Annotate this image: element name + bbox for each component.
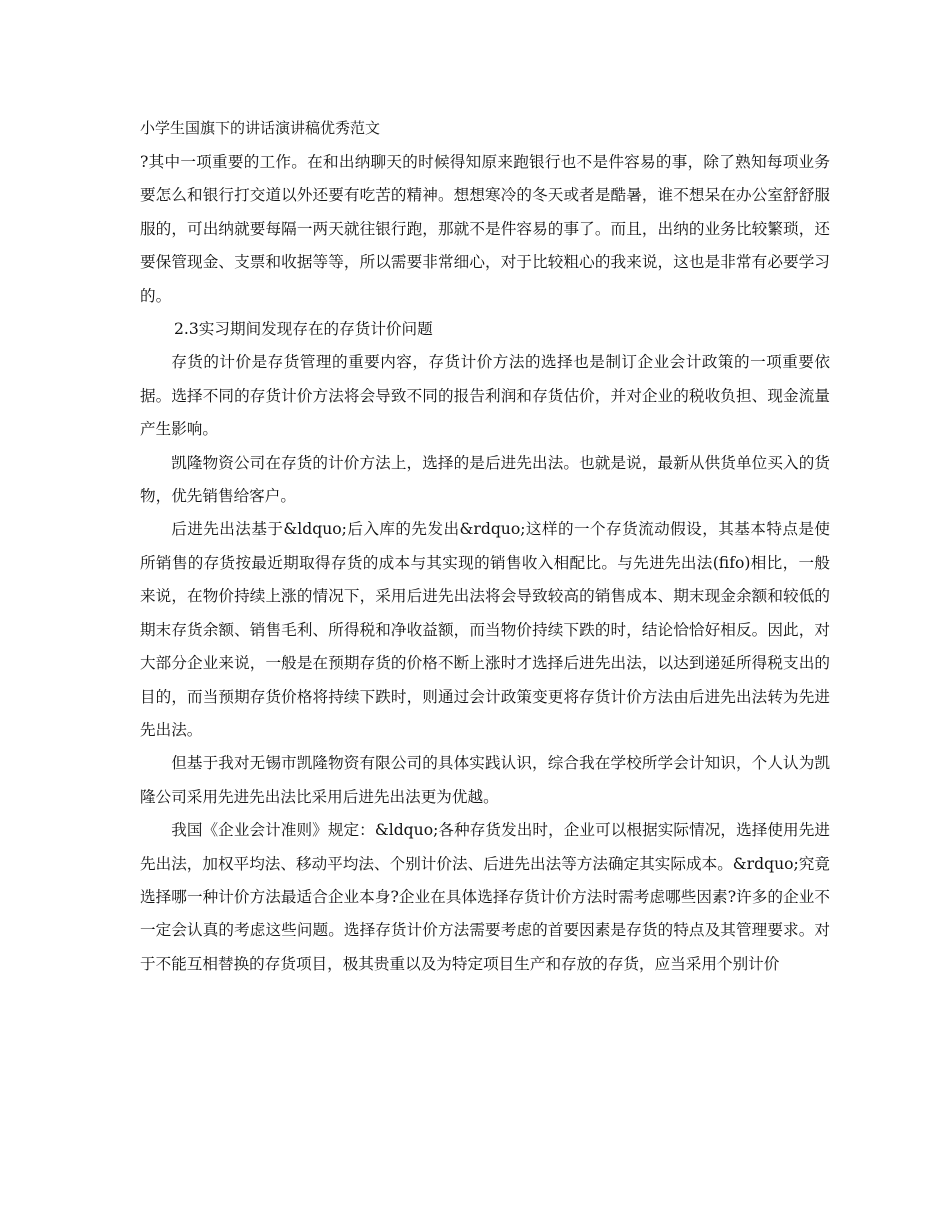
paragraph: 但基于我对无锡市凯隆物资有限公司的具体实践认识，综合我在学校所学会计知识，个人认为凯隆公司采用先进先出法比采用后进先出法更为优越。 <box>140 754 830 806</box>
document-body <box>140 146 830 981</box>
section-heading: 2.3实习期间发现存在的存货计价问题 <box>174 320 433 339</box>
paragraph: 凯隆物资公司在存货的计价方法上，选择的是后进先出法。也就是说，最新从供货单位买入的货物，优先销售给客户。 <box>140 453 830 506</box>
paragraph: 存货的计价是存货管理的重要内容，存货计价方法的选择也是制订企业会计政策的一项重要依据。选择不同的存货计价方法将会导致不同的报告利润和存货估价，并对企业的税收负担、现金流量产生影响。 <box>140 353 830 439</box>
paragraph: 后进先出法基于&ldquo;后入库的先发出&rdquo;这样的一个存货流动假设，其基本特点是使所销售的存货按最近期取得存货的成本与其实现的销售收入相配比。与先进先出法(fifo)相比，一般来说，在物价持续上涨的情况下，采用后进先出法将会导致较高的销售成本、期末现金余额和较低的期末存货余额、销售毛利、所得税和净收益额，而当物价持续下跌的时，结论恰恰好相反。因此，对大部分企业来说，一般是在预期存货的价格不断上涨时才选择后进先出法，以达到递延所得税支出的目的，而当预期存货价格将持续下跌时，则通过会计政策变更将存货计价方法由后进先出法转为先进先出法。 <box>140 520 830 739</box>
paragraph: 我国《企业会计准则》规定：&ldquo;各种存货发出时，企业可以根据实际情况，选择使用先进先出法，加权平均法、移动平均法、个别计价法、后进先出法等方法确定其实际成本。&rdquo;究竟选择哪一种计价方法最适合企业本身?企业在具体选择存货计价方法时需考虑哪些因素?许多的企业不一定会认真的考虑这些问题。选择存货计价方法需要考虑的首要因素是存货的特点及其管理要求。对于不能互相替换的存货项目，极其贵重以及为特定项目生产和存放的存货，应当采用个别计价 <box>140 821 830 973</box>
document-title: 小学生国旗下的讲话演讲稿优秀范文 <box>140 119 381 137</box>
paragraph-continuation: ?其中一项重要的工作。在和出纳聊天的时候得知原来跑银行也不是件容易的事，除了熟知每项业务要怎么和银行打交道以外还要有吃苦的精神。想想寒冷的冬天或者是酷暑，谁不想呆在办公室舒舒服服的，可出纳就要每隔一两天就往银行跑，那就不是件容易的事了。而且，出纳的业务比较繁琐，还要保管现金、支票和收据等等，所以需要非常细心，对于比较粗心的我来说，这也是非常有必要学习的。 <box>140 153 830 305</box>
